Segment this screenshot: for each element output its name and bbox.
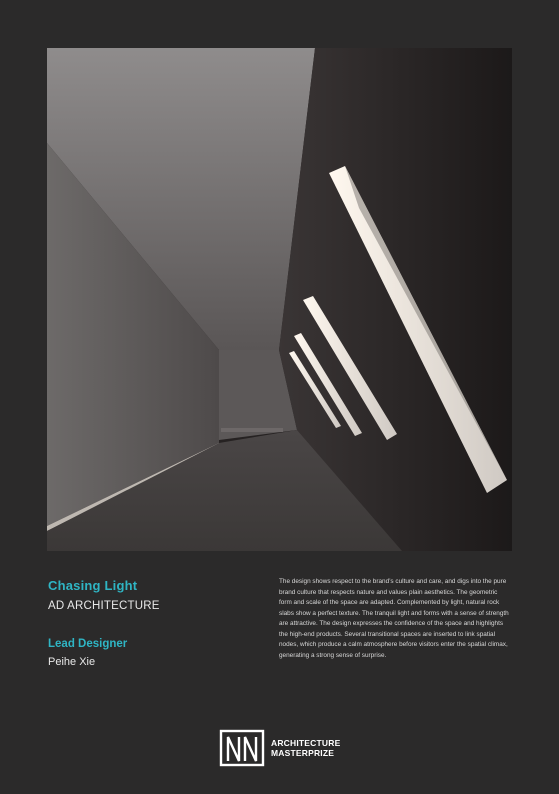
masterprize-logo [219,729,340,767]
project-description: The design shows respect to the brand’s culture and care, and digs into the pure brand culture that respects nature and values plain aesthetics. The geometric form and scale of the space are adapted. Complemented by light, natural rock slabs show a perfect texture. The tranquil light and forms with a sense of strength are attractive. The design expresses the confidence of the space and highlights the high-end products. Several transitional spaces are inserted to link spatial nodes, which produce a calm atmosphere before visitors enter the spatial climax, generating a strong sense of surprise. [279,578,509,659]
credit-role: Lead Designer [48,638,128,650]
project-photo [47,48,512,551]
corridor-image [47,48,512,551]
logo-line-1: ARCHITECTURE [271,738,341,748]
project-title: Chasing Light [48,578,138,593]
logo-wordmark [271,738,340,758]
masterprize-logo-icon [219,729,265,767]
logo-line-2: MASTERPRIZE [271,748,335,758]
credit-name: Peihe Xie [48,656,96,668]
firm-name: AD ARCHITECTURE [48,600,160,612]
